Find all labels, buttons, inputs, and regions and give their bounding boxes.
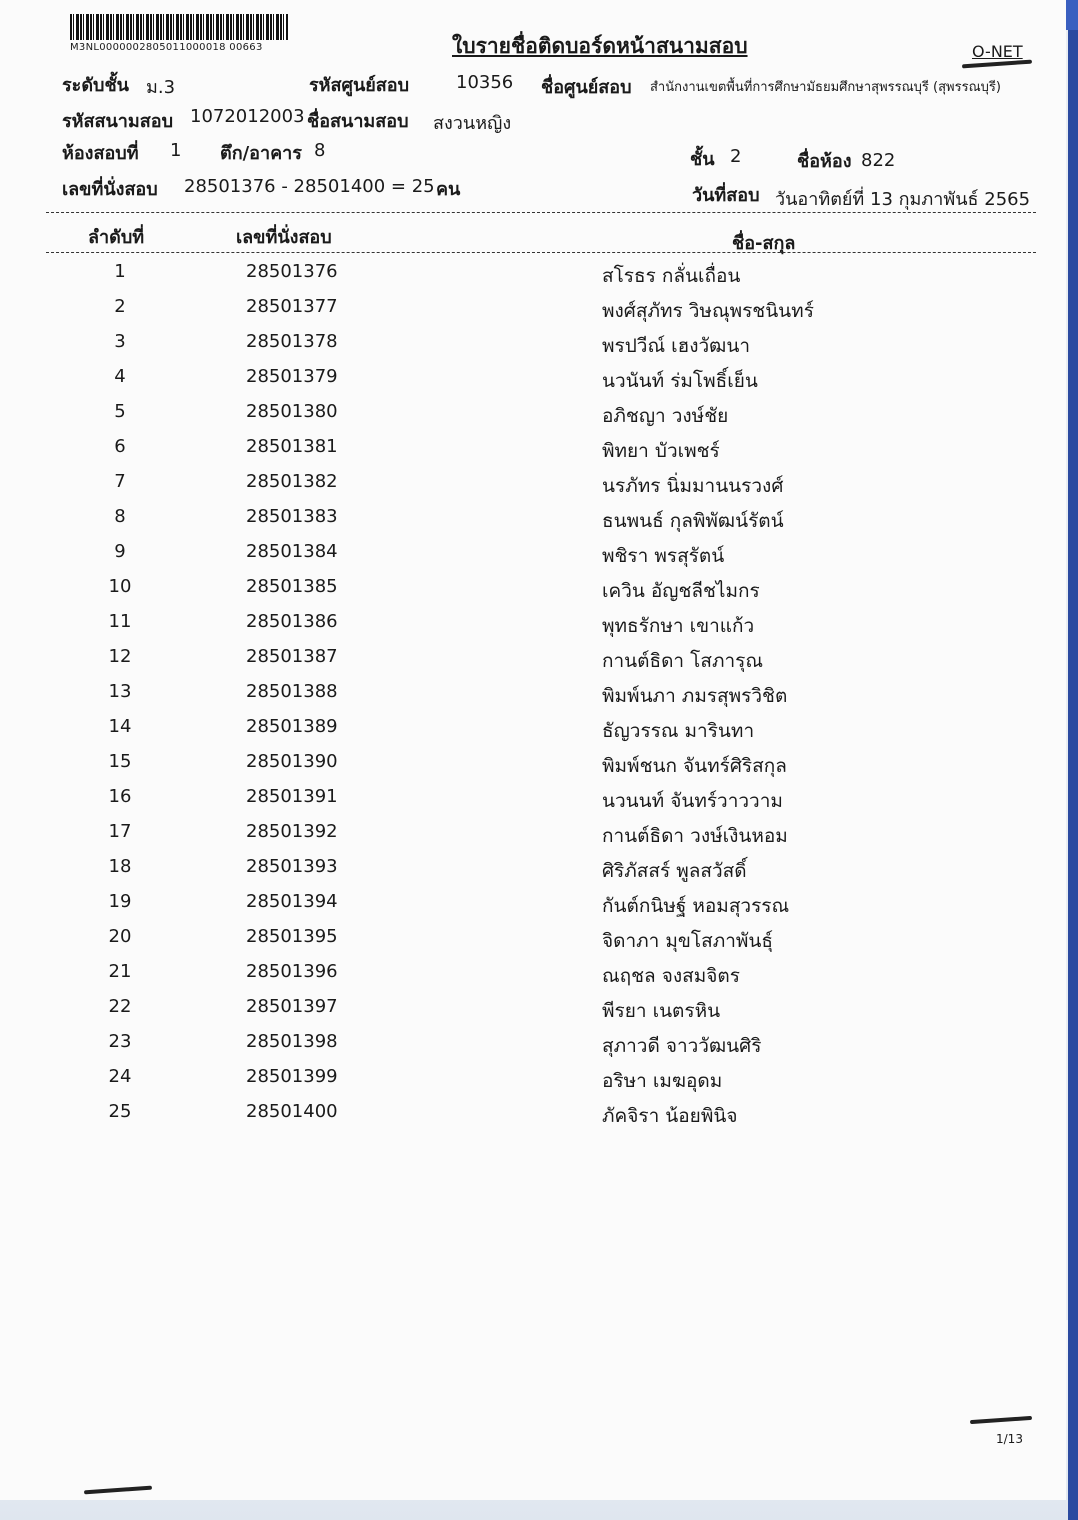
row-order: 3 bbox=[114, 331, 126, 352]
row-seat-number: 28501386 bbox=[246, 611, 338, 632]
table-row bbox=[0, 611, 1066, 646]
row-seat-number: 28501388 bbox=[246, 681, 338, 702]
table-row bbox=[0, 646, 1066, 681]
row-seat-number: 28501398 bbox=[246, 1031, 338, 1052]
row-student-name: ศิริภัสสร์ พูลสวัสดิ์ bbox=[602, 860, 747, 882]
page-number: 1/13 bbox=[996, 1432, 1023, 1446]
row-seat-number: 28501382 bbox=[246, 471, 338, 492]
row-seat-number: 28501380 bbox=[246, 401, 338, 422]
col-seat-header: เลขที่นั่งสอบ bbox=[236, 227, 332, 248]
col-name-header: ชื่อ-สกุล bbox=[732, 233, 796, 254]
table-row bbox=[0, 961, 1066, 996]
table-row bbox=[0, 891, 1066, 926]
table-row bbox=[0, 681, 1066, 716]
seat-unit: คน bbox=[436, 179, 461, 200]
row-student-name: นวนันท์ ร่มโพธิ์เย็น bbox=[602, 370, 758, 392]
seat-range: 28501376 - 28501400 = 25 bbox=[184, 176, 435, 197]
row-order: 7 bbox=[114, 471, 126, 492]
row-order: 17 bbox=[108, 821, 132, 842]
building-value: 8 bbox=[314, 140, 326, 161]
row-order: 20 bbox=[108, 926, 132, 947]
barcode-text: M3NL0000002805011000018 00663 bbox=[70, 42, 263, 53]
row-student-name: ณฤชล จงสมจิตร bbox=[602, 965, 740, 987]
row-seat-number: 28501377 bbox=[246, 296, 338, 317]
row-student-name: พิมพ์ชนก จันทร์ศิริสกุล bbox=[602, 755, 787, 777]
floor-label: ชั้น bbox=[690, 149, 715, 170]
table-row bbox=[0, 506, 1066, 541]
level-value: ม.3 bbox=[146, 77, 176, 98]
room-name-label: ชื่อห้อง bbox=[797, 151, 852, 172]
row-order: 25 bbox=[108, 1101, 132, 1122]
row-student-name: พชิรา พรสุรัตน์ bbox=[602, 545, 725, 567]
row-order: 1 bbox=[114, 261, 126, 282]
table-row bbox=[0, 401, 1066, 436]
row-order: 10 bbox=[108, 576, 132, 597]
table-row bbox=[0, 1066, 1066, 1101]
table-row bbox=[0, 1031, 1066, 1066]
table-row bbox=[0, 296, 1066, 331]
table-row bbox=[0, 366, 1066, 401]
row-student-name: พงศ์สุภัทร วิษณุพรชนินทร์ bbox=[602, 300, 814, 322]
date-label: วันที่สอบ bbox=[692, 185, 760, 206]
row-order: 6 bbox=[114, 436, 126, 457]
pen-mark bbox=[84, 1486, 152, 1495]
table-row bbox=[0, 821, 1066, 856]
row-student-name: กานต์ธิดา วงษ์เงินหอม bbox=[602, 825, 788, 847]
row-order: 22 bbox=[108, 996, 132, 1017]
center-code-label: รหัสศูนย์สอบ bbox=[309, 75, 410, 96]
row-order: 23 bbox=[108, 1031, 132, 1052]
background-edge bbox=[1068, 0, 1078, 1520]
row-order: 5 bbox=[114, 401, 126, 422]
row-order: 2 bbox=[114, 296, 126, 317]
row-student-name: พุทธรักษา เขาแก้ว bbox=[602, 615, 755, 637]
row-student-name: พิมพ์นภา ภมรสุพรวิชิต bbox=[602, 685, 788, 707]
row-student-name: ธัญวรรณ มารินทา bbox=[602, 720, 755, 742]
row-student-name: อริษา เมฆอุดม bbox=[602, 1070, 723, 1092]
row-seat-number: 28501399 bbox=[246, 1066, 338, 1087]
row-seat-number: 28501395 bbox=[246, 926, 338, 947]
barcode-image bbox=[70, 14, 288, 40]
table-row bbox=[0, 716, 1066, 751]
row-student-name: นวนนท์ จันทร์วาววาม bbox=[602, 790, 783, 812]
row-student-name: สโรธร กลั่นเถื่อน bbox=[602, 265, 741, 287]
site-name-value: สงวนหญิง bbox=[433, 113, 512, 134]
row-order: 21 bbox=[108, 961, 132, 982]
table-row bbox=[0, 996, 1066, 1031]
table-row bbox=[0, 786, 1066, 821]
exam-type: O-NET bbox=[972, 42, 1023, 61]
table-row bbox=[0, 436, 1066, 471]
row-seat-number: 28501390 bbox=[246, 751, 338, 772]
row-seat-number: 28501385 bbox=[246, 576, 338, 597]
row-student-name: พิทยา บัวเพชร์ bbox=[602, 440, 720, 462]
row-seat-number: 28501383 bbox=[246, 506, 338, 527]
row-student-name: พีรยา เนตรหิน bbox=[602, 1000, 721, 1022]
row-order: 15 bbox=[108, 751, 132, 772]
row-seat-number: 28501391 bbox=[246, 786, 338, 807]
table-row bbox=[0, 261, 1066, 296]
row-seat-number: 28501397 bbox=[246, 996, 338, 1017]
row-order: 9 bbox=[114, 541, 126, 562]
row-seat-number: 28501384 bbox=[246, 541, 338, 562]
row-order: 14 bbox=[108, 716, 132, 737]
row-seat-number: 28501396 bbox=[246, 961, 338, 982]
table-row bbox=[0, 751, 1066, 786]
center-name-value: สำนักงานเขตพื้นที่การศึกษามัธยมศึกษาสุพรรณบุรี (สุพรรณบุรี) bbox=[650, 80, 1001, 95]
center-name-label: ชื่อศูนย์สอบ bbox=[541, 77, 632, 98]
table-row bbox=[0, 1101, 1066, 1136]
row-seat-number: 28501381 bbox=[246, 436, 338, 457]
row-student-name: กันต์กนิษฐ์ หอมสุวรรณ bbox=[602, 895, 790, 917]
row-student-name: นรภัทร นิ่มมานนรวงศ์ bbox=[602, 475, 784, 497]
seat-label: เลขที่นั่งสอบ bbox=[62, 179, 158, 200]
row-order: 16 bbox=[108, 786, 132, 807]
center-code-value: 10356 bbox=[456, 72, 514, 93]
building-label: ตึก/อาคาร bbox=[220, 143, 302, 164]
floor-value: 2 bbox=[730, 146, 742, 167]
row-seat-number: 28501379 bbox=[246, 366, 338, 387]
room-name-value: 822 bbox=[861, 150, 896, 171]
page-title: ใบรายชื่อติดบอร์ดหน้าสนามสอบ bbox=[452, 34, 748, 58]
row-student-name: เควิน อัญชลีชไมกร bbox=[602, 580, 760, 602]
date-value: วันอาทิตย์ที่ 13 กุมภาพันธ์ 2565 bbox=[775, 189, 1031, 210]
row-student-name: พรปวีณ์ เฮงวัฒนา bbox=[602, 335, 750, 357]
row-seat-number: 28501392 bbox=[246, 821, 338, 842]
row-order: 4 bbox=[114, 366, 126, 387]
row-student-name: ธนพนธ์ กุลพิพัฒน์รัตน์ bbox=[602, 510, 784, 532]
row-seat-number: 28501394 bbox=[246, 891, 338, 912]
site-code-label: รหัสสนามสอบ bbox=[62, 111, 174, 132]
table-row bbox=[0, 471, 1066, 506]
table-row bbox=[0, 541, 1066, 576]
row-student-name: สุภาวดี จาววัฒนศิริ bbox=[602, 1035, 762, 1057]
level-label: ระดับชั้น bbox=[62, 75, 129, 96]
col-order-header: ลำดับที่ bbox=[88, 227, 145, 248]
pen-mark bbox=[970, 1416, 1032, 1424]
table-row bbox=[0, 856, 1066, 891]
table-row bbox=[0, 331, 1066, 366]
header-rule-top bbox=[46, 212, 1036, 213]
table-row bbox=[0, 926, 1066, 961]
row-order: 18 bbox=[108, 856, 132, 877]
row-student-name: อภิชญา วงษ์ชัย bbox=[602, 405, 729, 427]
room-value: 1 bbox=[170, 140, 182, 161]
row-seat-number: 28501393 bbox=[246, 856, 338, 877]
row-seat-number: 28501400 bbox=[246, 1101, 338, 1122]
row-order: 11 bbox=[108, 611, 132, 632]
row-seat-number: 28501389 bbox=[246, 716, 338, 737]
header-rule-bottom bbox=[46, 252, 1036, 253]
row-order: 24 bbox=[108, 1066, 132, 1087]
row-student-name: จิดาภา มุขโสภาพันธุ์ bbox=[602, 930, 773, 952]
row-student-name: กานต์ธิดา โสภารุณ bbox=[602, 650, 763, 672]
row-order: 8 bbox=[114, 506, 126, 527]
row-seat-number: 28501376 bbox=[246, 261, 338, 282]
room-label: ห้องสอบที่ bbox=[62, 143, 139, 164]
table-row bbox=[0, 576, 1066, 611]
site-name-label: ชื่อสนามสอบ bbox=[307, 111, 409, 132]
site-code-value: 1072012003 bbox=[190, 106, 305, 127]
row-seat-number: 28501378 bbox=[246, 331, 338, 352]
row-seat-number: 28501387 bbox=[246, 646, 338, 667]
row-student-name: ภัคจิรา น้อยพินิจ bbox=[602, 1105, 738, 1127]
row-order: 12 bbox=[108, 646, 132, 667]
row-order: 13 bbox=[108, 681, 132, 702]
row-order: 19 bbox=[108, 891, 132, 912]
